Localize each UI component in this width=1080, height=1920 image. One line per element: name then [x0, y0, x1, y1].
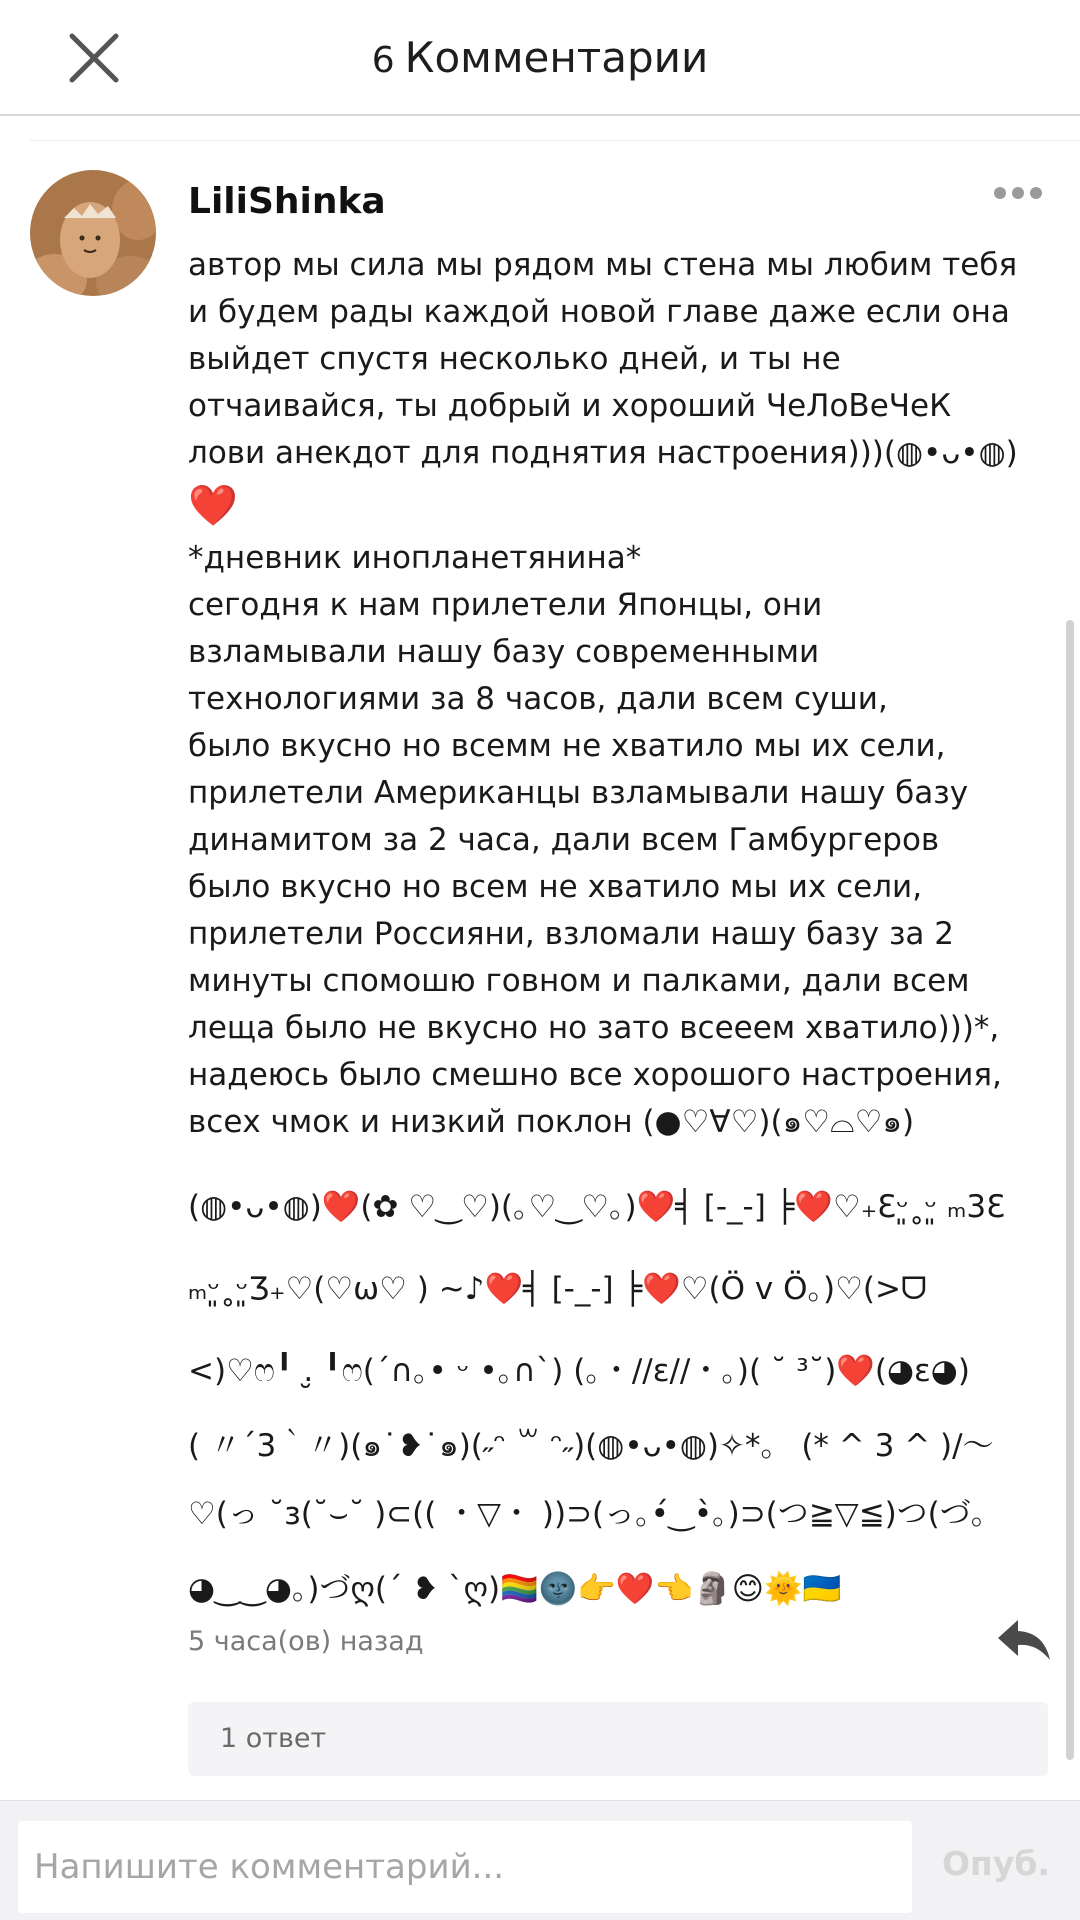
comment-body — [188, 242, 1050, 1630]
reply-arrow-icon — [996, 1614, 1052, 1664]
comment-line: отчаивайся, ты добрый и хороший ЧеЛоВеЧеК — [188, 388, 952, 424]
scrollbar[interactable] — [1066, 620, 1074, 1760]
story-line: леща было не вкусно но зато всееем хватило)))*, — [188, 1010, 1000, 1046]
view-replies-button[interactable] — [188, 1702, 1048, 1776]
story-line: было вкусно но всемм не хватило мы их сели, — [188, 728, 946, 764]
comment-line: лови анекдот для поднятия настроения)))(◍•ᴗ•◍) — [188, 435, 1018, 471]
comment-line: и будем рады каждой новой главе даже если она — [188, 294, 1010, 330]
emote-line: <)♡ෆ╹ .̮ ╹ෆ(´∩｡• ᵕ •｡∩`) (。・//ε//・。)( ˘ ³˘)❤️(◕ε◕) — [188, 1353, 970, 1389]
reply-button[interactable] — [996, 1614, 1052, 1664]
story-line: минуты спомошю говном и палками, дали всем — [188, 963, 970, 999]
comment-line: выйдет спустя несколько дней, и ты не — [188, 341, 841, 377]
story-line: сегодня к нам прилетели Японцы, они — [188, 587, 823, 623]
comment-count: 6 — [371, 40, 395, 81]
emote-line: ( 〃´3｀〃)(๑˙❥˙๑)(˶ᵔ ꒳ ᵔ˶)(◍•ᴗ•◍)✧*。 (* ^ 3 ^ )/～ — [188, 1428, 994, 1464]
more-options-button[interactable] — [994, 184, 1054, 214]
header-bar — [0, 0, 1080, 116]
publish-button[interactable]: Опуб. — [942, 1844, 1050, 1883]
story-line: взламывали нашу базу современными — [188, 634, 820, 670]
story-line: было вкусно но всем не хватило мы их сели, — [188, 869, 923, 905]
replies-label: 1 ответ — [220, 1723, 327, 1754]
emote-line: ♡(っ ˘з(˘⌣˘ )⊂(( ・▽・ ))⊃(っ｡•́‿•̀｡)⊃(つ≧▽≦)つ(づ｡ — [188, 1496, 987, 1532]
page-title — [0, 28, 1080, 91]
comment-line: автор мы сила мы рядом мы стена мы любим тебя — [188, 247, 1018, 283]
comment-composer — [0, 1800, 1080, 1920]
story-line: динамитом за 2 часа, дали всем Гамбургеров — [188, 822, 940, 858]
story-line: технологиями за 8 часов, дали всем суши, — [188, 681, 888, 717]
comment-input[interactable] — [18, 1821, 912, 1913]
heart-emoji: ❤️ — [188, 483, 238, 529]
story-line: *дневник инопланетянина* — [188, 540, 642, 576]
title-label: Комментарии — [404, 33, 709, 82]
emote-line: ◕‿‿◕｡)づღ(´ ❥ `ღ)🏳️‍🌈🌚👉❤️👈🗿😊🌞🇺🇦 — [188, 1571, 842, 1607]
divider — [30, 140, 1080, 141]
story-line: надеюсь было смешно все хорошого настроения, — [188, 1057, 1002, 1093]
avatar[interactable] — [30, 170, 156, 296]
more-icon — [1030, 187, 1042, 199]
spacer — [188, 1146, 1050, 1166]
more-icon — [994, 187, 1006, 199]
story-line: всех чмок и низкий поклон (●♡∀♡)(๑♡⌓♡๑) — [188, 1104, 915, 1140]
comment-timestamp: 5 часа(ов) назад — [188, 1626, 424, 1657]
story-line: прилетели Американцы взламывали нашу базу — [188, 775, 969, 811]
story-line: прилетели Россияни, взломали нашу базу за 2 — [188, 916, 955, 952]
emote-line: ₘᵕ͈˳ᵕ͈Ʒ₊♡(♡ω♡ ) ~♪❤️╡ [-_-] ╞❤️♡(Ö v Ö｡)♡(>ᗜ — [188, 1271, 927, 1307]
username[interactable]: LiliShinka — [188, 181, 386, 222]
avatar-image — [30, 170, 156, 296]
emote-line: (◍•ᴗ•◍)❤️(✿ ♡‿♡)(｡♡‿♡｡)❤️╡ [-_-] ╞❤️♡₊Ɛᵕ͈˳ᵕ͈ ₘ3Ɛ — [188, 1189, 1006, 1225]
more-icon — [1012, 187, 1024, 199]
